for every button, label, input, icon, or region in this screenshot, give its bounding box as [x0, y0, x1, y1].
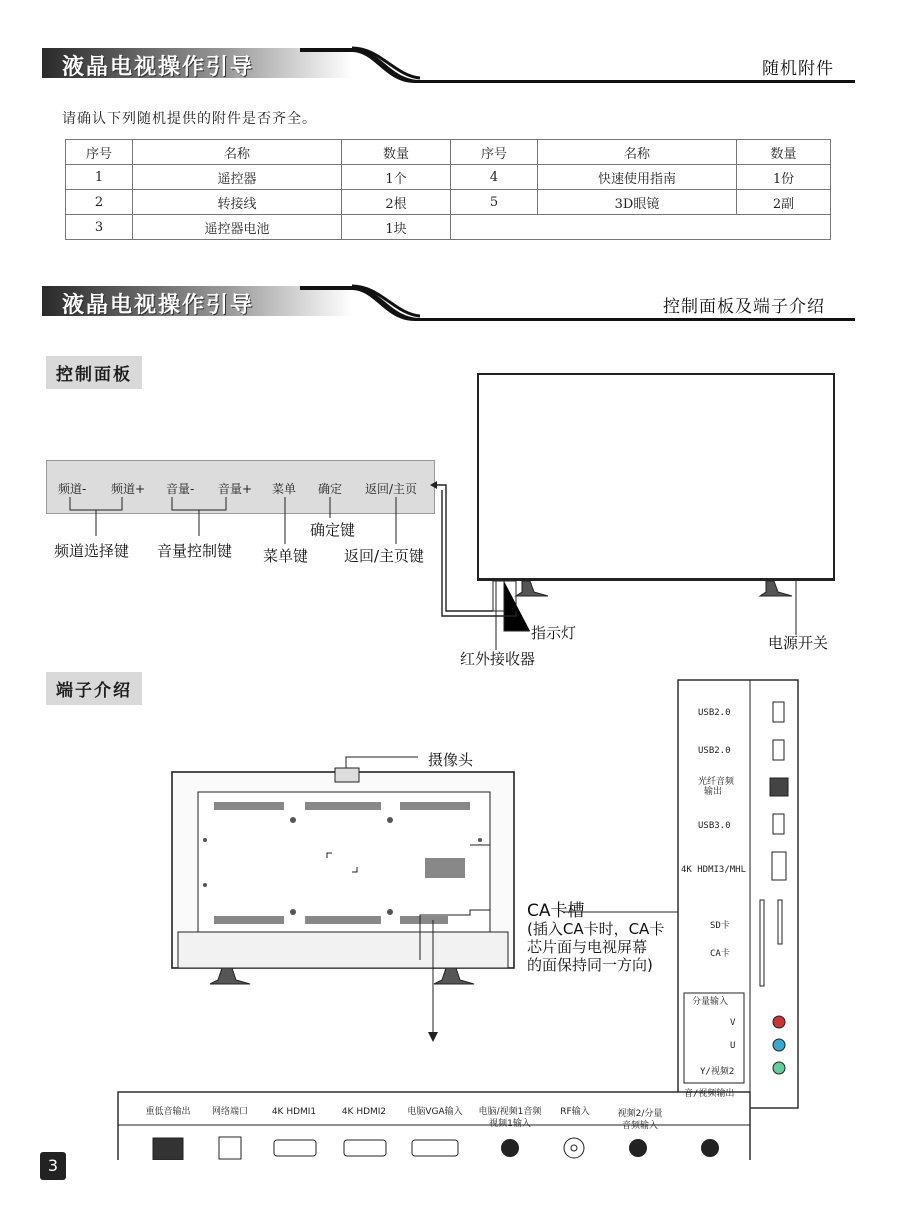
table-cell: 遥控器电池 — [133, 215, 342, 240]
header-title-1: 液晶电视操作引导 — [62, 55, 255, 80]
callout-ir-receiver: 红外接收器 — [460, 650, 536, 668]
table-cell: 遥控器 — [133, 165, 342, 190]
key-ok: 确定 — [318, 482, 343, 496]
control-panel-tag: 控制面板 — [46, 356, 142, 389]
header-right-1: 随机附件 — [762, 59, 834, 79]
key-menu: 菜单 — [272, 482, 297, 496]
port-label-hdmi1: 4K HDMI1 — [271, 1107, 317, 1117]
ca-slot-note-1: (插入CA卡时，CA卡 — [527, 920, 665, 938]
table-cell: 1 — [66, 165, 133, 190]
callout-menu-key: 菜单键 — [263, 547, 309, 565]
callout-back-home-key: 返回/主页键 — [344, 547, 425, 565]
terminals-diagram — [0, 670, 898, 1160]
page-number: 3 — [40, 1152, 66, 1180]
callout-ca-slot: CA卡槽 — [527, 901, 585, 921]
component-u: U — [730, 1041, 736, 1051]
key-channel-up: 频道+ — [111, 482, 146, 496]
component-y-video2: Y/视频2 — [700, 1067, 735, 1077]
table-cell: 1个 — [342, 165, 451, 190]
av-output-label: 音/视频输出 — [684, 1089, 735, 1099]
key-volume-down: 音量- — [166, 482, 195, 496]
table-cell: 快速使用指南 — [538, 165, 737, 190]
ca-slot-note-2: 芯片面与电视屏幕 — [527, 938, 648, 956]
callout-volume-control: 音量控制键 — [157, 542, 233, 560]
port-label-usb3: USB3.0 — [698, 821, 731, 831]
col-header-no-2: 序号 — [451, 140, 538, 165]
port-label-hdmi2: 4K HDMI2 — [341, 1107, 387, 1117]
key-channel-down: 频道- — [58, 482, 87, 496]
callout-camera: 摄像头 — [428, 751, 474, 769]
table-cell: 5 — [451, 190, 538, 215]
col-header-qty: 数量 — [342, 140, 451, 165]
port-label-sd: SD卡 — [710, 921, 730, 931]
col-header-no: 序号 — [66, 140, 133, 165]
accessories-table — [65, 139, 831, 240]
port-label-audio-in: 音频输入 — [621, 1121, 658, 1131]
col-header-name: 名称 — [133, 140, 342, 165]
component-v: V — [730, 1018, 736, 1028]
port-label-network: 网络端口 — [211, 1107, 248, 1117]
port-label-ca: CA卡 — [710, 949, 730, 959]
port-label-rf: RF输入 — [560, 1107, 590, 1117]
component-input-title: 分量输入 — [692, 997, 729, 1007]
port-label-hdmi3-mhl: 4K HDMI3/MHL — [681, 865, 747, 875]
table-cell: 1份 — [737, 165, 831, 190]
port-label-optical-1: 光纤音频 — [698, 777, 735, 787]
port-label-subwoofer: 重低音输出 — [145, 1107, 191, 1117]
table-cell: 3D眼镜 — [538, 190, 737, 215]
callout-ok-key: 确定键 — [310, 521, 356, 539]
table-cell: 3 — [66, 215, 133, 240]
callout-power-switch: 电源开关 — [768, 634, 829, 652]
port-label-usb2-2: USB2.0 — [698, 746, 731, 756]
col-header-qty-2: 数量 — [737, 140, 831, 165]
table-row — [66, 215, 831, 240]
key-back-home: 返回/主页 — [365, 482, 418, 496]
ca-slot-note-3: 的面保持同一方向) — [527, 956, 653, 974]
key-volume-up: 音量+ — [218, 482, 253, 496]
intro-text: 请确认下列随机提供的附件是否齐全。 — [62, 111, 317, 127]
header-right-2: 控制面板及端子介绍 — [663, 297, 825, 317]
port-label-pc-audio: 电脑/视频1音频 — [478, 1107, 542, 1117]
header-title-2: 液晶电视操作引导 — [62, 293, 255, 318]
callout-indicator: 指示灯 — [531, 624, 577, 642]
table-cell: 转接线 — [133, 190, 342, 215]
table-cell: 2 — [66, 190, 133, 215]
table-header-row — [66, 140, 831, 165]
port-label-vga: 电脑VGA输入 — [407, 1107, 463, 1117]
table-row — [66, 190, 831, 215]
table-cell: 4 — [451, 165, 538, 190]
table-cell: 2根 — [342, 190, 451, 215]
table-cell: 1块 — [342, 215, 451, 240]
terminals-tag: 端子介绍 — [46, 672, 142, 705]
port-label-optical-2: 输出 — [704, 787, 723, 797]
port-label-video1: 视频1输入 — [489, 1119, 531, 1129]
table-row — [66, 165, 831, 190]
table-cell-empty — [451, 215, 831, 240]
callout-channel-select: 频道选择键 — [54, 542, 130, 560]
port-label-usb2-1: USB2.0 — [698, 708, 731, 718]
col-header-name-2: 名称 — [538, 140, 737, 165]
table-cell: 2副 — [737, 190, 831, 215]
port-label-video2-component: 视频2/分量 — [617, 1109, 663, 1119]
control-panel-diagram — [0, 360, 898, 680]
